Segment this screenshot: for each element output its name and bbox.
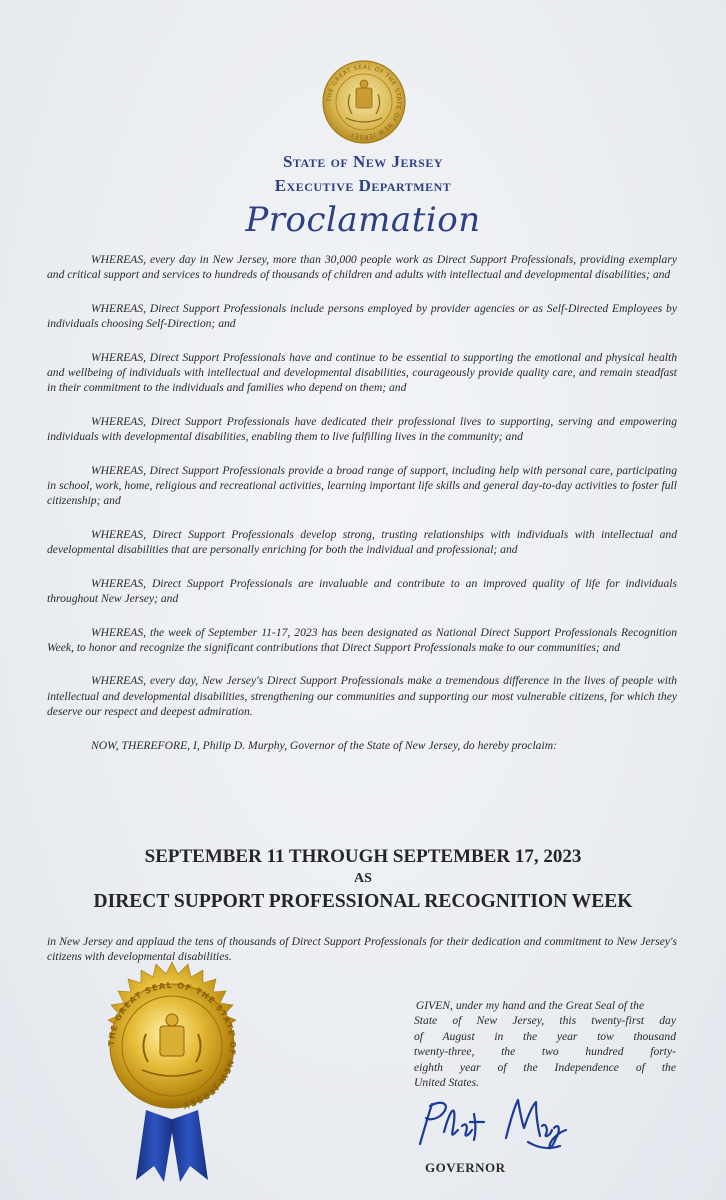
paragraph: WHEREAS, Direct Support Professionals include persons employed by provider agencies or as Self-Directed Employees by individuals choosing Self-Direction; and (47, 301, 677, 331)
paragraph: WHEREAS, Direct Support Professionals develop strong, trusting relationships with individuals with intellectual and developmental disabilities that are personally enriching for both the individual and professional; and (47, 527, 677, 557)
svg-text:THE GREAT SEAL OF THE STATE OF: THE GREAT SEAL OF THE STATE OF NEW JERSEY (325, 63, 403, 141)
state-seal-icon (322, 60, 406, 144)
decree-as: AS (354, 871, 372, 886)
whereas-body (47, 252, 677, 771)
proclamation-title: Proclamation (245, 200, 481, 240)
given-line: United States. (414, 1076, 480, 1090)
paragraph: WHEREAS, every day in New Jersey, more than 30,000 people work as Direct Support Professionals, providing exemplary and critical support and services to hundreds of thousands of children and adults with intellectual and developmental disabilities; and (47, 253, 677, 282)
decree-dates: SEPTEMBER 11 THROUGH SEPTEMBER 17, 2023 (144, 846, 582, 867)
gold-seal-icon (84, 960, 260, 1190)
given-line: of August in the year tow thousand (414, 1029, 676, 1043)
paragraph: WHEREAS, the week of September 11-17, 2023 has been designated as National Direct Support Professionals Recognition Week, to honor and recognize the significant contributions that Direct Support Professionals make to our communities; and (47, 625, 677, 654)
given-line: State of New Jersey, this twenty-first day (414, 1014, 676, 1028)
given-line: GIVEN, under my hand and the Great Seal of the (415, 999, 645, 1012)
department-heading: Executive Department (274, 176, 452, 195)
svg-text:THE GREAT SEAL OF THE STATE OF: THE GREAT SEAL OF THE STATE OF NEW JERSEY (106, 980, 238, 1111)
paragraph: WHEREAS, every day, New Jersey's Direct Support Professionals make a tremendous difference in the lives of people with intellectual and developmental disabilities, strengthening our communities and supporting our most vulnerable citizens, for which they deserve our respect and deepest admiration. (47, 674, 677, 719)
proclaim-line: NOW, THEREFORE, I, Philip D. Murphy, Governor of the State of New Jersey, do hereby proclaim: (91, 738, 557, 752)
given-block (384, 998, 676, 1090)
signer-title: GOVERNOR (425, 1160, 506, 1175)
governor-signature (410, 1092, 570, 1156)
given-line: eighth year of the Independence of the (414, 1060, 676, 1074)
paragraph: WHEREAS, Direct Support Professionals have dedicated their professional lives to supporting, serving and empowering individuals with developmental disabilities, enabling them to live fulfilling lives in the community; and (47, 414, 677, 444)
paragraph: WHEREAS, Direct Support Professionals have and continue to be essential to supporting the emotional and physical health and wellbeing of individuals with intellectual and developmental disabilities, courageously provide quality care, and remain steadfast in their commitment to the individuals and families who depend on them; and (47, 350, 677, 395)
given-line: twenty-three, the two hundred forty- (414, 1045, 676, 1059)
paragraph: WHEREAS, Direct Support Professionals are invaluable and contribute to an improved quality of life for individuals throughout New Jersey; and (47, 576, 677, 606)
closing-paragraph: in New Jersey and applaud the tens of thousands of Direct Support Professionals for their dedication and commitment to New Jersey's citizens with developmental disabilities. (47, 935, 677, 964)
decree-week-name: DIRECT SUPPORT PROFESSIONAL RECOGNITION WEEK (93, 891, 633, 912)
state-heading: State of New Jersey (282, 152, 444, 171)
paragraph: WHEREAS, Direct Support Professionals provide a broad range of support, including help with personal care, participating in school, work, home, religious and recreational activities, learning important life skills and general day-to-day activities to foster full citizenship; and (47, 463, 677, 508)
